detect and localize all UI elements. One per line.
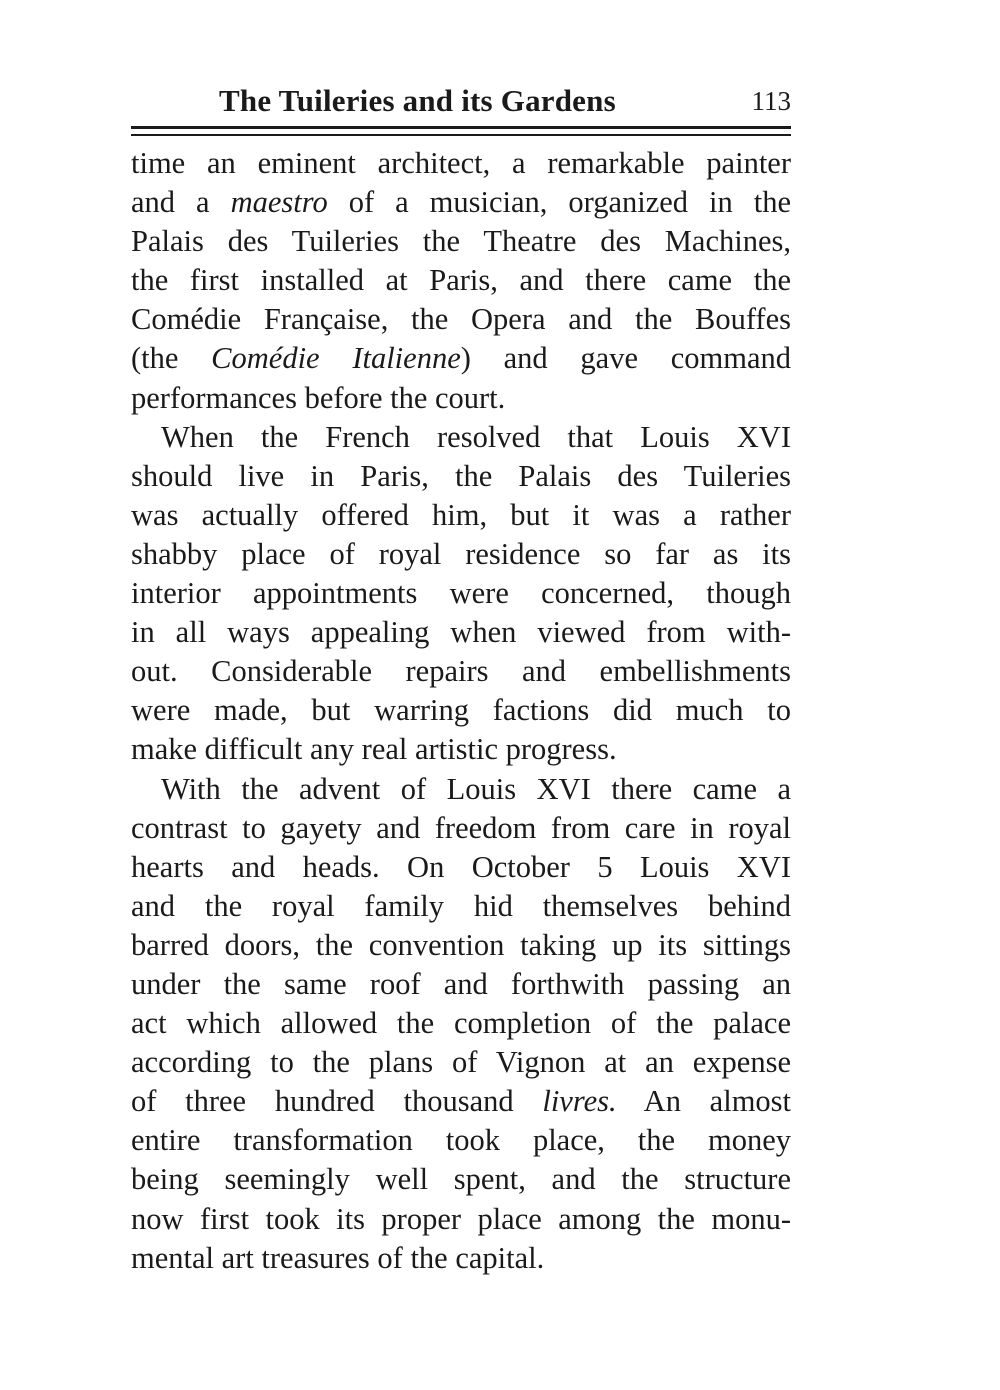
text-line: entire transformation took place, the money	[131, 1123, 791, 1158]
text-line: time an eminent architect, a remarkable painter	[131, 146, 791, 180]
text-line: according to the plans of Vignon at an expense	[131, 1045, 791, 1080]
text-line: make difficult any real artistic progress.	[131, 732, 617, 767]
italic-text: Comédie Italienne	[211, 341, 461, 376]
header-double-rule	[131, 126, 791, 136]
text-line: Palais des Tuileries the Theatre des Machines,	[131, 224, 791, 259]
running-title: The Tuileries and its Gardens	[219, 83, 616, 118]
text-line: now first took its proper place among the monu-	[131, 1201, 791, 1236]
text-line: act which allowed the completion of the palace	[131, 1006, 791, 1041]
text-line: under the same roof and forthwith passing an	[131, 966, 791, 1001]
text-line: With the advent of Louis XVI there came a	[161, 771, 791, 806]
text-line: When the French resolved that Louis XVI	[161, 419, 791, 454]
paragraph	[131, 418, 791, 770]
italic-text: maestro	[230, 185, 328, 220]
text-line: contrast to gayety and freedom from care in royal	[131, 810, 791, 845]
body-text	[131, 144, 791, 1278]
text-line: out. Considerable repairs and embellishments	[131, 654, 791, 689]
italic-text: livres.	[542, 1084, 617, 1119]
book-page	[131, 78, 791, 1278]
text-line: (the Comédie Italienne) and gave command	[131, 341, 791, 376]
text-line: shabby place of royal residence so far as its	[131, 536, 791, 571]
text-line: interior appointments were concerned, though	[131, 576, 791, 611]
text-line: being seemingly well spent, and the structure	[131, 1162, 791, 1197]
text-line: hearts and heads. On October 5 Louis XVI	[131, 849, 791, 884]
text-line: of three hundred thousand livres. An almost	[131, 1084, 792, 1119]
text-line: Comédie Française, the Opera and the Bouffes	[131, 302, 791, 337]
text-line: was actually offered him, but it was a rather	[131, 497, 791, 532]
paragraph	[131, 770, 791, 1278]
text-line: performances before the court.	[131, 380, 506, 415]
text-line: and the royal family hid themselves behind	[131, 888, 791, 923]
running-head	[131, 78, 791, 124]
text-line: should live in Paris, the Palais des Tuileries	[131, 458, 791, 493]
text-line: barred doors, the convention taking up its sittings	[131, 927, 791, 962]
text-line: were made, but warring factions did much to	[131, 693, 791, 728]
text-line: and a maestro of a musician, organized in the	[131, 185, 791, 220]
text-line: mental art treasures of the capital.	[131, 1240, 545, 1275]
text-line: in all ways appealing when viewed from with-	[131, 615, 791, 650]
paragraph	[131, 144, 791, 418]
text-line: the first installed at Paris, and there came the	[131, 263, 791, 298]
page-number: 113	[751, 86, 791, 116]
